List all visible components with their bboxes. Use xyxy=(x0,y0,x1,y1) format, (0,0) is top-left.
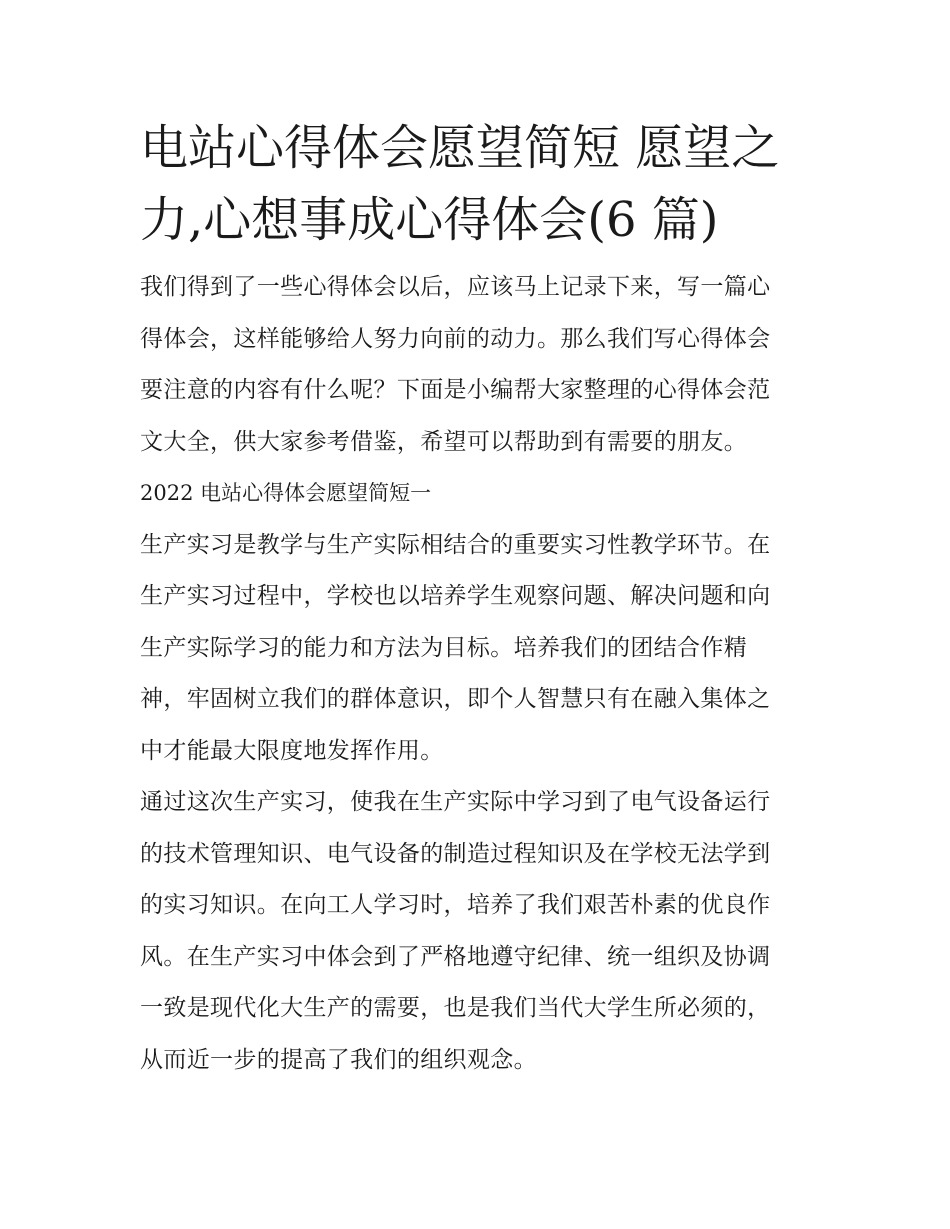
text-line: 生产实习过程中，学校也以培养学生观察问题、解决问题和向 xyxy=(140,583,771,609)
text-line: 的技术管理知识、电气设备的制造过程知识及在学校无法学到 xyxy=(140,840,771,867)
document-title xyxy=(140,112,820,256)
text-line: 一致是现代化大生产的需要，也是我们当代大学生所必须的， xyxy=(140,995,771,1021)
section-heading: 2022 电站心得体会愿望简短一 xyxy=(140,481,432,505)
text-line: 从而近一步的提高了我们的组织观念。 xyxy=(140,1046,537,1073)
text-line: 要注意的内容有什么呢？下面是小编帮大家整理的心得体会范 xyxy=(140,377,771,403)
title-line: 电站心得体会愿望简短 愿望之 xyxy=(140,120,780,176)
text-line: 得体会，这样能够给人努力向前的动力。那么我们写心得体会 xyxy=(140,325,771,352)
text-line: 的实习知识。在向工人学习时，培养了我们艰苦朴素的优良作 xyxy=(140,892,771,918)
body-paragraph-2 xyxy=(140,777,820,1086)
text-line: 我们得到了一些心得体会以后，应该马上记录下来，写一篇心 xyxy=(140,274,771,300)
text-line: 生产实际学习的能力和方法为目标。培养我们的团结合作精 xyxy=(140,634,748,661)
body-paragraph-1 xyxy=(140,520,820,778)
text-line: 通过这次生产实习，使我在生产实际中学习到了电气设备运行 xyxy=(140,789,771,815)
intro-paragraph xyxy=(140,262,820,468)
text-line: 神，牢固树立我们的群体意识，即个人智慧只有在融入集体之 xyxy=(140,686,771,712)
text-line: 生产实习是教学与生产实际相结合的重要实习性教学环节。在 xyxy=(140,531,771,558)
text-line: 文大全，供大家参考借鉴，希望可以帮助到有需要的朋友。 xyxy=(140,428,748,455)
document-page xyxy=(140,112,820,1086)
text-line: 中才能最大限度地发挥作用。 xyxy=(140,737,444,764)
text-line: 风。在生产实习中体会到了严格地遵守纪律、统一组织及协调 xyxy=(140,943,771,970)
title-line: 力,心想事成心得体会(6 篇) xyxy=(140,192,719,248)
